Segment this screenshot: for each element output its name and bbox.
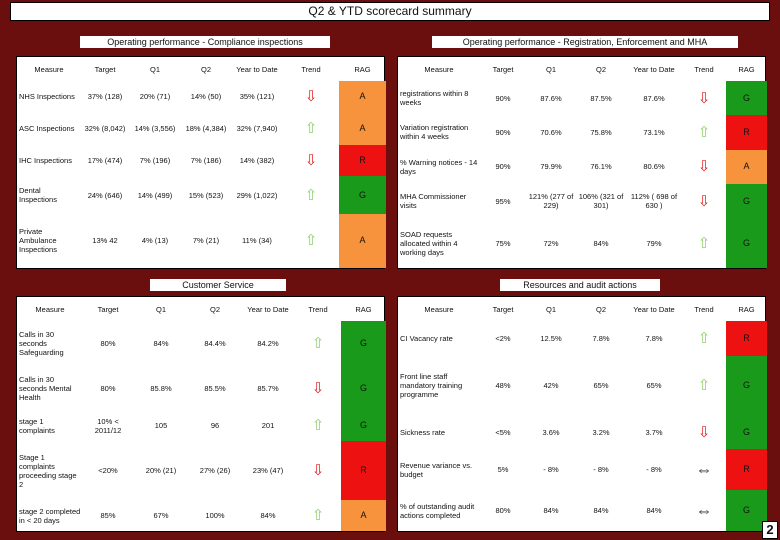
trend-cell <box>682 115 726 149</box>
table-row <box>17 411 386 442</box>
target-cell: 5% <box>497 465 509 475</box>
customer-panel <box>16 296 385 532</box>
rag-status-cell: G <box>341 321 386 366</box>
table-row <box>17 113 386 145</box>
rag-status-cell: A <box>339 113 386 145</box>
trend-header: Trend <box>308 304 328 314</box>
resources-table <box>398 297 767 531</box>
q2-cell: 85.5% <box>204 383 226 393</box>
trend-cell <box>283 81 339 113</box>
ytd-cell: 23% (47) <box>252 466 284 476</box>
rag-status-cell: R <box>341 441 386 500</box>
measure-header: Measure <box>34 64 64 74</box>
trend-cell <box>295 441 341 500</box>
header-row <box>17 297 386 321</box>
target-cell: 10% < 2011/12 <box>94 416 122 435</box>
target-cell: 80% <box>495 506 511 516</box>
target-cell: 37% (128) <box>87 92 123 102</box>
q2-cell: 84.4% <box>204 338 226 348</box>
table-row <box>398 150 767 184</box>
q2-cell: 84% <box>593 238 609 248</box>
measure-cell: Stage 1 complaints proceeding stage 2 <box>19 452 77 489</box>
rag-status-cell: G <box>339 176 386 213</box>
trend-down-icon: ⇩ <box>311 462 325 480</box>
target-header: Target <box>97 304 119 314</box>
trend-cell <box>682 184 726 218</box>
ytd-cell: 65% <box>646 380 662 390</box>
table-row <box>17 176 386 213</box>
measure-cell: ASC Inspections <box>19 124 75 134</box>
q1-cell: 3.6% <box>542 427 560 437</box>
rag-status-cell: A <box>339 214 386 268</box>
registration-section-title: Operating performance - Registration, Enforcement and MHA <box>432 36 738 48</box>
ytd-cell: 14% (382) <box>239 155 275 165</box>
q2-cell: 3.2% <box>592 427 610 437</box>
measure-header: Measure <box>424 304 454 314</box>
ytd-cell: 32% (7,940) <box>236 124 278 134</box>
ytd-cell: 87.6% <box>643 93 665 103</box>
trend-cell <box>283 113 339 145</box>
trend-up-icon: ⇧ <box>697 329 711 347</box>
q1-cell: 67% <box>153 511 169 521</box>
ytd-cell: 85.7% <box>257 383 279 393</box>
trend-flat-icon: ⇔ <box>695 460 713 480</box>
customer-section-title: Customer Service <box>150 279 286 291</box>
q2-cell: 27% (26) <box>199 466 231 476</box>
ytd-cell: 84% <box>646 506 662 516</box>
trend-cell <box>295 411 341 442</box>
measure-cell: % of outstanding audit actions completed <box>400 501 475 520</box>
page-number: 2 <box>762 521 778 539</box>
table-row <box>398 321 767 356</box>
trend-header: Trend <box>694 304 714 314</box>
q2-cell: 7% (21) <box>192 236 220 246</box>
q1-cell: - 8% <box>543 465 559 475</box>
trend-cell <box>682 449 726 490</box>
table-row <box>398 184 767 218</box>
trend-up-icon: ⇧ <box>697 234 711 252</box>
q1-cell: 79.9% <box>540 162 562 172</box>
measure-header: Measure <box>424 64 454 74</box>
q1-cell: 105 <box>154 421 168 431</box>
ytd-cell: 201 <box>261 421 275 431</box>
measure-cell: Calls in 30 seconds Mental Health <box>19 374 72 402</box>
header-row <box>398 57 767 81</box>
compliance-panel <box>16 56 385 269</box>
ytd-cell: 112% ( 698 of 630 ) <box>630 192 678 211</box>
ytd-cell: 29% (1,022) <box>236 190 278 200</box>
rag-status-cell: G <box>341 411 386 442</box>
trend-up-icon: ⇧ <box>304 186 318 204</box>
measure-cell: Revenue variance vs. budget <box>400 460 473 479</box>
trend-down-icon: ⇩ <box>697 192 711 210</box>
rag-header: RAG <box>355 304 372 314</box>
target-cell: <2% <box>495 333 511 343</box>
measure-cell: SOAD requests allocated within 4 working days <box>400 229 458 257</box>
target-header: Target <box>94 64 116 74</box>
trend-down-icon: ⇩ <box>311 379 325 397</box>
q2-cell: 84% <box>593 506 609 516</box>
resources-section-title: Resources and audit actions <box>500 279 660 291</box>
rag-status-cell: G <box>726 415 767 450</box>
measure-cell: Front line staff mandatory training programme <box>400 371 463 399</box>
rag-header: RAG <box>738 64 755 74</box>
rag-status-cell: G <box>726 81 767 115</box>
trend-cell <box>283 176 339 213</box>
q2-cell: - 8% <box>593 465 609 475</box>
rag-status-cell: G <box>726 218 767 268</box>
trend-down-icon: ⇩ <box>697 423 711 441</box>
ytd-cell: 35% (121) <box>239 92 275 102</box>
q2-cell: 106% (321 of 301) <box>578 192 624 211</box>
q1-cell: 85.8% <box>150 383 172 393</box>
q2-cell: 18% (4,384) <box>185 124 227 134</box>
target-cell: 90% <box>495 127 511 137</box>
trend-cell <box>295 366 341 411</box>
trend-up-icon: ⇧ <box>311 507 325 525</box>
trend-down-icon: ⇩ <box>697 158 711 176</box>
trend-down-icon: ⇩ <box>697 89 711 107</box>
table-row <box>398 356 767 415</box>
table-row <box>398 415 767 450</box>
q2-cell: 65% <box>593 380 609 390</box>
target-cell: 80% <box>100 338 116 348</box>
table-row <box>398 81 767 115</box>
measure-cell: % Warning notices - 14 days <box>400 157 478 176</box>
target-cell: 90% <box>495 162 511 172</box>
ytd-header: Year to Date <box>247 304 289 314</box>
target-cell: 24% (646) <box>87 190 123 200</box>
q1-header: Q1 <box>545 304 556 314</box>
rag-status-cell: G <box>726 184 767 218</box>
q1-cell: 121% (277 of 229) <box>528 192 574 211</box>
compliance-table <box>17 57 386 268</box>
measure-cell: CI Vacancy rate <box>400 333 453 343</box>
target-header: Target <box>492 64 514 74</box>
ytd-header: Year to Date <box>633 304 675 314</box>
q2-cell: 14% (50) <box>190 92 222 102</box>
measure-cell: Dental Inspections <box>19 186 57 205</box>
q1-cell: 72% <box>543 238 559 248</box>
trend-cell <box>682 218 726 268</box>
table-row <box>398 490 767 531</box>
trend-flat-icon: ⇔ <box>695 501 713 521</box>
q1-cell: 12.5% <box>540 333 562 343</box>
measure-cell: Sickness rate <box>400 427 446 437</box>
measure-cell: Private Ambulance Inspections <box>19 227 57 255</box>
table-row <box>17 366 386 411</box>
table-row <box>17 321 386 366</box>
measure-cell: NHS Inspections <box>19 92 75 102</box>
rag-status-cell: A <box>726 150 767 184</box>
q1-cell: 84% <box>543 506 559 516</box>
measure-cell: registrations within 8 weeks <box>400 89 469 108</box>
q1-cell: 20% (71) <box>139 92 171 102</box>
trend-cell <box>295 500 341 531</box>
target-cell: 48% <box>495 380 511 390</box>
ytd-cell: 79% <box>646 238 662 248</box>
target-cell: 80% <box>100 383 116 393</box>
rag-header: RAG <box>738 304 755 314</box>
target-header: Target <box>492 304 514 314</box>
q2-cell: 7.8% <box>592 333 610 343</box>
ytd-cell: 84.2% <box>257 338 279 348</box>
target-cell: 95% <box>495 196 511 206</box>
rag-header: RAG <box>354 64 371 74</box>
q1-header: Q1 <box>545 64 556 74</box>
q1-cell: 20% (21) <box>145 466 177 476</box>
trend-cell <box>283 145 339 177</box>
q1-cell: 87.6% <box>540 93 562 103</box>
registration-panel <box>397 56 766 269</box>
ytd-cell: 11% (34) <box>242 236 272 246</box>
registration-table <box>398 57 767 268</box>
trend-up-icon: ⇧ <box>697 123 711 141</box>
target-cell: 32% (8,042) <box>84 124 126 134</box>
compliance-section-title: Operating performance - Compliance inspections <box>80 36 330 48</box>
trend-up-icon: ⇧ <box>697 376 711 394</box>
trend-cell <box>682 150 726 184</box>
target-cell: 17% (474) <box>87 155 123 165</box>
header-row <box>398 297 767 321</box>
trend-up-icon: ⇧ <box>311 417 325 435</box>
table-row <box>17 81 386 113</box>
target-cell: 85% <box>100 511 116 521</box>
q1-cell: 7% (196) <box>139 155 171 165</box>
trend-cell <box>682 415 726 450</box>
trend-cell <box>283 214 339 268</box>
ytd-header: Year to Date <box>633 64 675 74</box>
trend-down-icon: ⇩ <box>304 151 318 169</box>
ytd-cell: 7.8% <box>645 333 663 343</box>
measure-cell: stage 1 complaints <box>19 416 55 435</box>
ytd-header: Year to Date <box>236 64 278 74</box>
measure-cell: MHA Commissioner visits <box>400 192 467 211</box>
table-row <box>17 145 386 177</box>
trend-up-icon: ⇧ <box>304 232 318 250</box>
measure-cell: Variation registration within 4 weeks <box>400 123 469 142</box>
trend-cell <box>682 356 726 415</box>
q2-cell: 76.1% <box>590 162 612 172</box>
trend-cell <box>682 321 726 356</box>
target-cell: <5% <box>495 427 511 437</box>
trend-up-icon: ⇧ <box>304 120 318 138</box>
measure-cell: Calls in 30 seconds Safeguarding <box>19 329 64 357</box>
rag-status-cell: G <box>341 366 386 411</box>
table-row <box>17 214 386 268</box>
table-row <box>398 115 767 149</box>
rag-status-cell: R <box>339 145 386 177</box>
resources-panel <box>397 296 766 532</box>
table-row <box>17 500 386 531</box>
q2-header: Q2 <box>595 304 606 314</box>
rag-status-cell: R <box>726 449 767 490</box>
q1-header: Q1 <box>149 64 160 74</box>
page-title: Q2 & YTD scorecard summary <box>10 2 770 21</box>
rag-status-cell: A <box>341 500 386 531</box>
target-cell: 90% <box>495 93 511 103</box>
q1-cell: 4% (13) <box>141 236 169 246</box>
trend-cell <box>682 81 726 115</box>
ytd-cell: - 8% <box>646 465 662 475</box>
trend-header: Trend <box>694 64 714 74</box>
q2-header: Q2 <box>595 64 606 74</box>
q1-cell: 42% <box>543 380 559 390</box>
table-row <box>398 218 767 268</box>
table-row <box>17 441 386 500</box>
rag-status-cell: R <box>726 115 767 149</box>
trend-cell <box>682 490 726 531</box>
q2-cell: 87.5% <box>590 93 612 103</box>
target-cell: 13% 42 <box>92 236 118 246</box>
ytd-cell: 84% <box>260 511 276 521</box>
q2-cell: 15% (523) <box>188 190 224 200</box>
q1-cell: 84% <box>153 338 169 348</box>
q2-cell: 7% (186) <box>190 155 222 165</box>
measure-cell: IHC Inspections <box>19 155 72 165</box>
ytd-cell: 3.7% <box>645 427 663 437</box>
q2-cell: 75.8% <box>590 127 612 137</box>
q2-header: Q2 <box>200 64 211 74</box>
q2-header: Q2 <box>209 304 220 314</box>
rag-status-cell: G <box>726 490 767 531</box>
q1-cell: 14% (3,556) <box>134 124 176 134</box>
q2-cell: 100% <box>205 511 225 521</box>
rag-status-cell: G <box>726 356 767 415</box>
ytd-cell: 80.6% <box>643 162 665 172</box>
target-cell: 75% <box>495 238 511 248</box>
measure-header: Measure <box>35 304 65 314</box>
target-cell: <20% <box>98 466 118 476</box>
ytd-cell: 73.1% <box>643 127 665 137</box>
measure-cell: stage 2 completed in < 20 days <box>19 506 81 525</box>
trend-down-icon: ⇩ <box>304 88 318 106</box>
trend-header: Trend <box>301 64 321 74</box>
header-row <box>17 57 386 81</box>
table-row <box>398 449 767 490</box>
q2-cell: 96 <box>210 421 220 431</box>
q1-cell: 70.6% <box>540 127 562 137</box>
rag-status-cell: A <box>339 81 386 113</box>
trend-cell <box>295 321 341 366</box>
q1-header: Q1 <box>155 304 166 314</box>
customer-table <box>17 297 386 531</box>
rag-status-cell: R <box>726 321 767 356</box>
trend-up-icon: ⇧ <box>311 334 325 352</box>
q1-cell: 14% (499) <box>137 190 173 200</box>
